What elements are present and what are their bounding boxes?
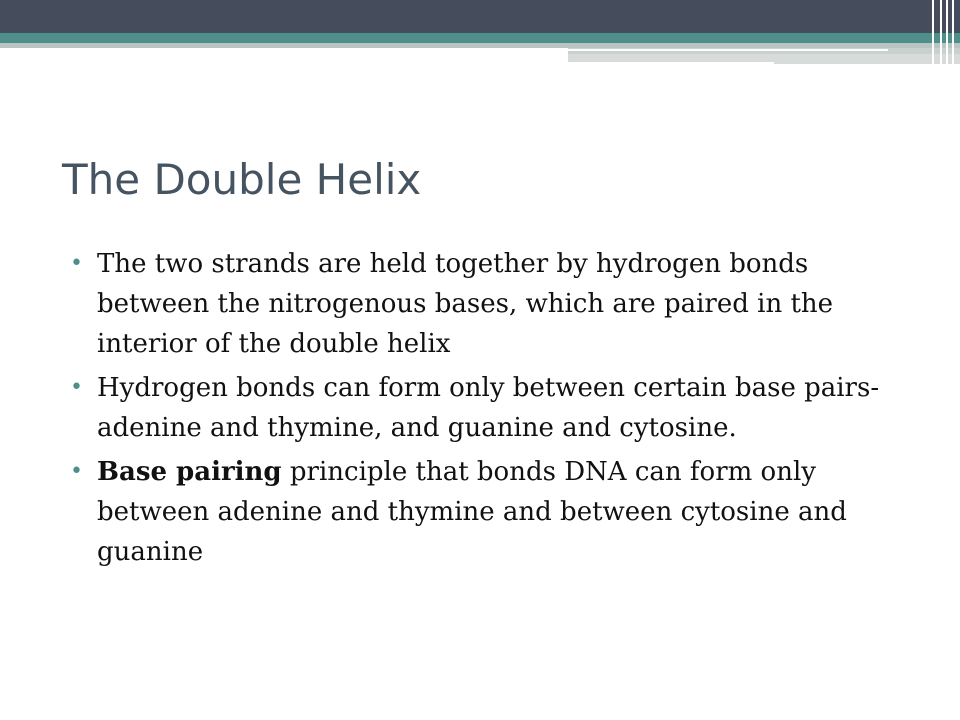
header-accent-line-short bbox=[568, 62, 774, 64]
header-vertical-line bbox=[932, 0, 934, 64]
bullet-item bbox=[68, 244, 888, 364]
header-dark-band bbox=[0, 0, 960, 33]
header-vertical-line bbox=[946, 0, 948, 64]
bullet-text: Hydrogen bonds can form only between certain base pairs-adenine and thymine, and guanine and cytosine. bbox=[97, 373, 880, 443]
bullet-marker: • bbox=[70, 459, 83, 484]
bullet-text: The two strands are held together by hydrogen bonds between the nitrogenous bases, which are paired in the interior of the double helix bbox=[97, 249, 834, 359]
bullet-term: Base pairing bbox=[97, 457, 282, 487]
bullet-item bbox=[68, 368, 888, 448]
bullet-text: principle that bonds DNA can form only between adenine and thymine and between cytosine and guanine bbox=[97, 457, 847, 567]
bullet-marker: • bbox=[70, 251, 83, 276]
header-accent-line bbox=[568, 49, 888, 51]
header-vertical-line bbox=[952, 0, 954, 64]
header-teal-band bbox=[0, 33, 960, 43]
slide-title: The Double Helix bbox=[62, 155, 422, 204]
bullet-marker: • bbox=[70, 375, 83, 400]
bullet-list bbox=[68, 244, 888, 576]
header-vertical-line bbox=[940, 0, 942, 64]
bullet-item bbox=[68, 452, 888, 572]
